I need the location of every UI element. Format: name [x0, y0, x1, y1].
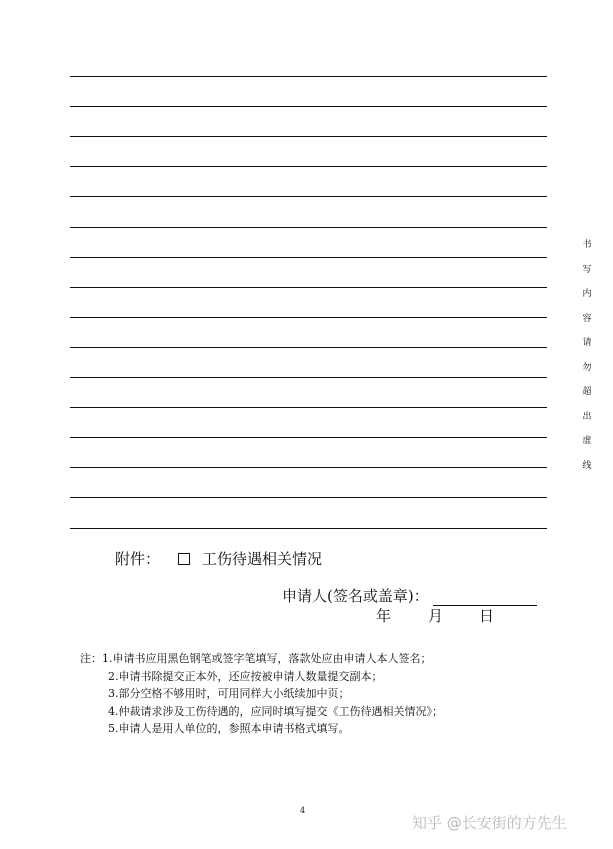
writing-line	[70, 407, 547, 408]
margin-note-char: 请	[582, 338, 592, 348]
writing-line	[70, 287, 547, 288]
date-day-label: 日	[479, 607, 495, 625]
date-year-label: 年	[376, 607, 392, 625]
margin-note-char: 出	[582, 411, 592, 422]
margin-note-vertical	[580, 240, 594, 485]
writing-line	[70, 467, 547, 468]
note-item: 4.仲裁请求涉及工伤待遇的，应同时填写提交《工伤待遇相关情况》；	[108, 704, 443, 718]
notes-prefix: 注：	[80, 652, 102, 665]
margin-note-char: 写	[582, 264, 592, 275]
writing-lines-area[interactable]	[70, 0, 547, 540]
attachment-checkbox[interactable]	[178, 553, 190, 565]
page-number: 4	[300, 806, 306, 815]
writing-line	[70, 196, 547, 197]
writing-line	[70, 227, 547, 228]
writing-line	[70, 106, 547, 107]
margin-note-char: 超	[582, 387, 592, 397]
notes-section	[80, 650, 443, 738]
attachment-row	[115, 548, 322, 569]
writing-line	[70, 497, 547, 498]
note-item: 5.申请人是用人单位的，参照本申请书格式填写。	[108, 722, 350, 735]
margin-note-char: 虚	[582, 436, 592, 446]
applicant-label: 申请人(签名或盖章)：	[282, 587, 429, 605]
margin-note-char: 书	[582, 240, 592, 250]
note-item: 3.部分空格不够用时，可用同样大小纸续加中页；	[108, 687, 350, 700]
writing-line	[70, 76, 547, 77]
attachment-item-label: 工伤待遇相关情况	[202, 550, 323, 568]
writing-line	[70, 347, 547, 348]
writing-line	[70, 166, 547, 167]
writing-line	[70, 377, 547, 378]
margin-note-char: 内	[582, 289, 592, 299]
margin-note-char: 线	[582, 460, 592, 471]
applicant-signature-row	[282, 585, 537, 606]
margin-note-char: 勿	[582, 362, 592, 373]
margin-note-char: 容	[582, 313, 592, 324]
watermark: 知乎 @长安街的方先生	[412, 814, 567, 832]
writing-line	[70, 257, 547, 258]
date-month-label: 月	[428, 607, 444, 625]
writing-line	[70, 136, 547, 137]
note-item: 注：1.申请书应用黑色钢笔或签字笔填写，落款处应由申请人本人签名；	[80, 652, 432, 665]
writing-line	[70, 528, 547, 529]
note-item: 2.申请书除提交正本外，还应按被申请人数量提交副本；	[108, 669, 383, 683]
writing-line	[70, 317, 547, 318]
attachment-label: 附件：	[115, 550, 161, 568]
writing-line	[70, 437, 547, 438]
signature-field[interactable]	[433, 590, 537, 606]
